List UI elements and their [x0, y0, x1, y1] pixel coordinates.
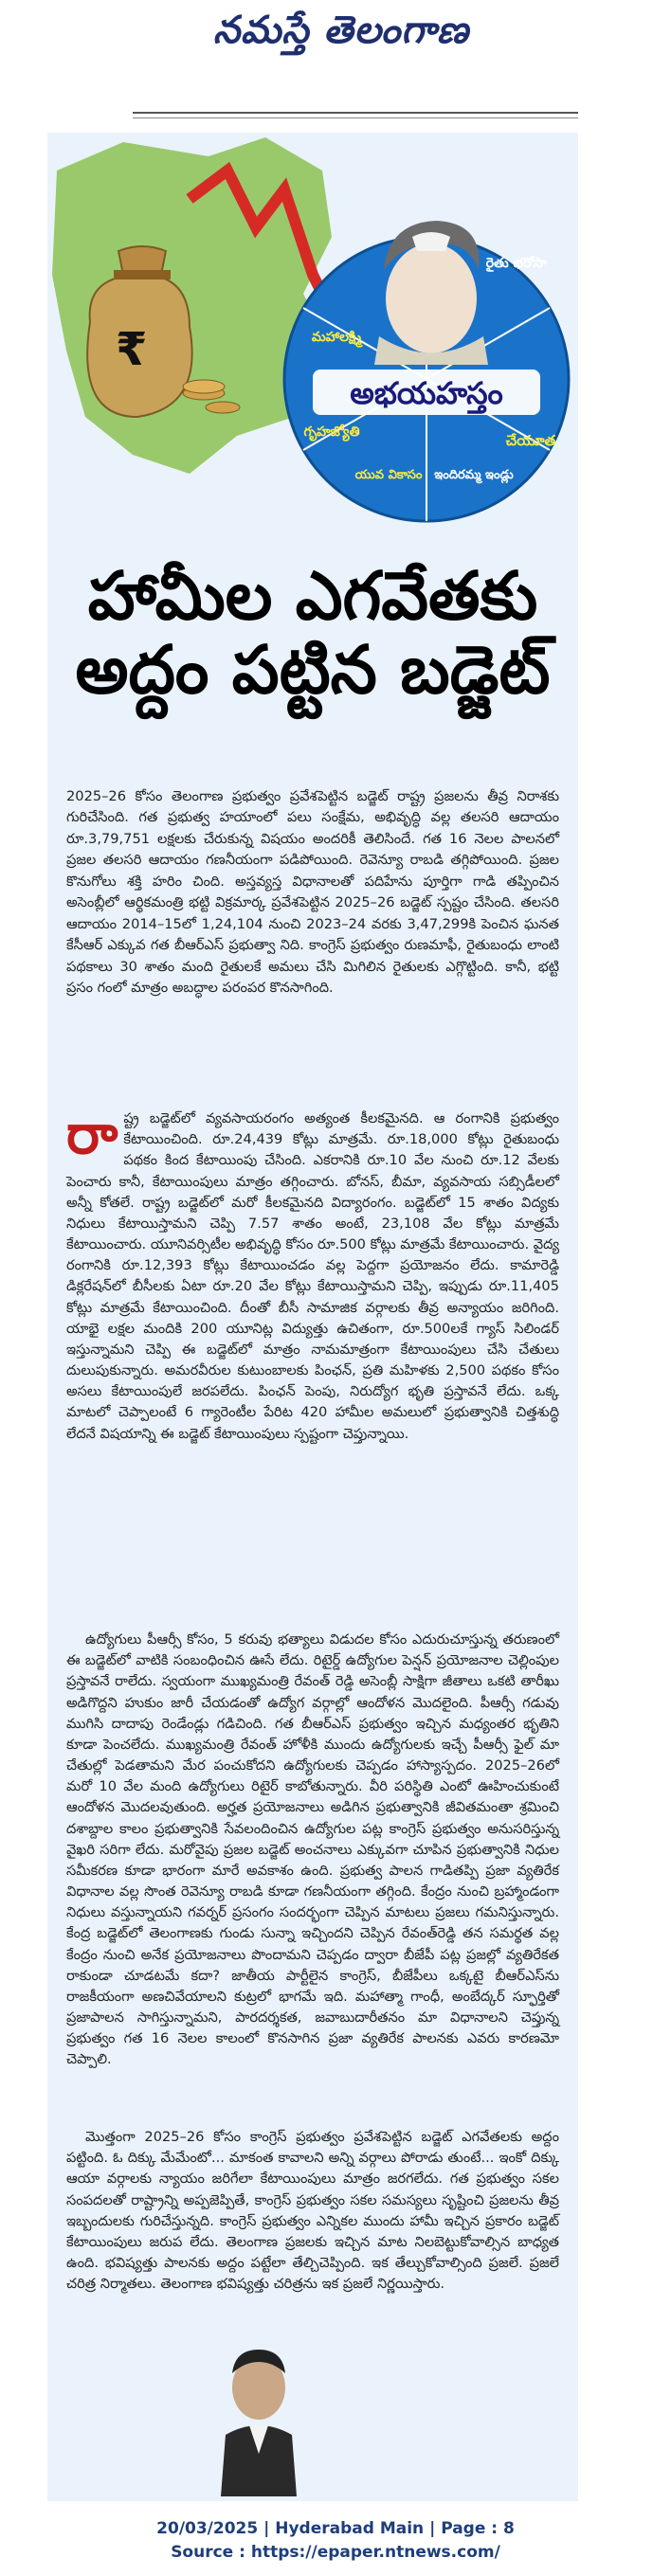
masthead-rule-thin: [133, 117, 578, 118]
abhayahastam-wheel: [284, 221, 569, 521]
segment-cheyutha: చేయూత: [505, 432, 556, 449]
footer-date-line: 20/03/2025 | Hyderabad Main | Page : 8: [156, 2519, 515, 2538]
segment-rythu-bharosa: రైతు భరోసా: [485, 256, 548, 271]
headline-line-2: అద్దం పట్టిన బడ్జెట్: [75, 631, 551, 710]
headline: [52, 559, 573, 708]
segment-gruhajyothi: గృహజ్యోతి: [303, 424, 360, 440]
newspaper-brand: నమస్తే తెలంగాణ: [212, 8, 470, 52]
headline-line-1: హామీల ఎగవేతకు: [87, 557, 538, 635]
wheel-center-label: అభయహస్తం: [350, 375, 503, 411]
body-paragraph-2: ఉద్యోగులు పీఆర్సీ కోసం, 5 కరువు భత్యాలు విడుదల కోసం ఎదురుచూస్తున్న తరుణంలో ఈ బడ్జెట్‌లో వాటికి సంబంధించిన ఊసే లేదు. రిటైర్డ్ ఉద్యోగుల పెన్షన్ ప్రయోజనాల చెల్లింపుల ప్రస్తావనే రాలేదు. స్వయంగా ముఖ్యమంత్రి రేవంత్ రెడ్డి అసెంబ్లీ సాక్షిగా జీతాలు ఒకటి తారీఖు అడిగొద్దని హుకుం జారీ చేయడంతో ఉద్యోగ వర్గాల్లో ఆందోళన మొదలైంది. పీఆర్సీ గడువు ముగిసి దాదాపు రెండేండ్లు గడిచింది. గత బీఆర్ఎస్ ప్రభుత్వం ఇచ్చిన మధ్యంతర భృతిని కూడా పెంచలేదు. ముఖ్యమంత్రి రేవంత్ హోళీకి ముందు ఉద్యోగులకు ఇచ్చే పీఆర్సీ ఫైల్ మా చేతుల్లో పెడతామని మేర పంచుకోదని ఉద్యోగులకు చెప్పడం హాస్యాస్పదం. 2025–26లో మరో 10 వేల మంది ఉద్యోగులు రిటైర్ కాబోతున్నారు. వీరి పరిస్థితి ఎంటో ఊహించుకుంటే ఆందోళన మొదలవుతుంది. అర్హత ప్రయోజనాలు అడిగిన ప్రభుత్వానికి జీవితమంతా శ్రమించి దశాబ్దాల కాలం ప్రభుత్వానికి సేవలందించిన ఉద్యోగుల పట్ల కాంగ్రెస్ ప్రభుత్వం అనుసరిస్తున్న వైఖరి సరిగా లేదు. మరోవైపు ప్రజల బడ్జెట్ అంచనాలు ఎక్కువగా చూపిన ప్రభుత్వానికి నిధుల సమీకరణ కూడా భారంగా మారే అవకాశం ఉంది. ప్రభుత్వ పాలన గాడితప్పి ప్రజా వ్యతిరేక విధానాల వల్ల సొంత రెవెన్యూ రాబడి కూడా గణనీయంగా తగ్గింది. కేంద్రం నుంచి బ్రహ్మాండంగా నిధులు వస్తున్నాయని గవర్నర్ ప్రసంగం సందర్భంగా చెప్పిన మాటలు ప్రజలు గమనిస్తున్నారు. కేంద్ర బడ్జెట్‌లో తెలంగాణకు గుండు సున్నా ఇచ్చిందని చెప్పిన రేవంత్‌రెడ్డి తన సమర్థత వల్ల కేంద్రం నుంచి అనేక ప్రయోజనాలు పొందామని చెప్పడం ద్వారా బీజేపీ పట్ల ప్రజల్లో వ్యతిరేకత రాకుండా చూడటమే కదా? జాతీయ పార్టీలైన కాంగ్రెస్, బీజేపీలు ఒక్కటై బీఆర్ఎస్‌ను రాజకీయంగా అణచివేయాలని కుట్రలో భాగమే ఇది. మహాత్మా గాంధీ, అంబేద్కర్ స్ఫూర్తితో ప్రజాపాలన సాగిస్తున్నామని, పారదర్శకత, జవాబుదారీతనం మా విధానాలని చెప్తున్న ప్రభుత్వం గత 16 నెలల కాలంలో కొనసాగిన ప్రజా వ్యతిరేక పాలనకు ఎవరు కారణమో చెప్పాలి.: [66, 1631, 559, 2068]
segment-mahalakshmi: మహాలక్ష్మి: [311, 330, 362, 345]
author-photo: [216, 2345, 301, 2496]
dropcap: రా: [66, 1102, 118, 1166]
masthead-rule: [133, 112, 578, 114]
body-paragraph-1: [66, 1102, 559, 1445]
hero-illustration: [47, 133, 578, 540]
lead-paragraph: 2025–26 కోసం తెలంగాణ ప్రభుత్వం ప్రవేశపెట్టిన బడ్జెట్ రాష్ట్ర ప్రజలను తీవ్ర నిరాశకు గురిచేసింది. గత ప్రభుత్వ హయాంలో పలు సంక్షేమ, అభివృద్ధి వల్ల తలసరి ఆదాయం రూ.3,79,751 లక్షలకు చేరుకున్న విషయం అందరికీ తెలిసిందే. గత 16 నెలల పాలనలో ప్రజల తలసరి ఆదాయం గణనీయంగా పడిపోయింది. రెవెన్యూ రాబడి తగ్గిపోయింది. ప్రజల కొనుగోలు శక్తి హరిం చింది. అస్తవ్యస్త విధానాలతో పదిహేను పూర్తిగా గాడి తప్పించిన అసెంబ్లీలో ఆర్థికమంత్రి భట్టి విక్రమార్క ప్రవేశపెట్టిన 2025–26 బడ్జెట్ స్పష్టం చేసింది. తలసరి ఆదాయం 2014–15లో 1,24,104 నుంచి 2023–24 వరకు 3,47,299కి పెంచిన ఘనత కేసీఆర్ ఎక్కువ గత బీఆర్ఎస్ ప్రభుత్వా నిది. కాంగ్రెస్ ప్రభుత్వం రుణమాఫీ, రైతుబంధు లాంటి పథకాలు 30 శాతం మంది రైతులకే అమలు చేసి మిగిలిన రైతులకు ఎగ్గొట్టింది. కానీ, భట్టి ప్రసం గంలో మాత్రం అబద్ధాల పరంపర కొనసాగింది.: [66, 788, 559, 997]
body-paragraph-3: మొత్తంగా 2025–26 కోసం కాంగ్రెస్ ప్రభుత్వం ప్రవేశపెట్టిన బడ్జెట్ ఎగవేతలకు అద్దం పట్టింది. ఓ దిక్కు మేమేంటో... మాకంత కావాలని అన్ని వర్గాలు పోరాడు తుంటే... ఇంకో దిక్కు ఆయా వర్గాలకు న్యాయం జరిగేలా కేటాయింపులు మాత్రం జరగలేదు. గత ప్రభుత్వం సకల సంపదలతో రాష్ట్రాన్ని అప్పజెప్పితే, కాంగ్రెస్ ప్రభుత్వం సకల సమస్యలు సృష్టించి ప్రజలను తీవ్ర ఇబ్బందులకు గురిచేస్తున్నది. కాంగ్రెస్ ప్రభుత్వం ఎన్నికల ముందు హామీ ఇచ్చిన ప్రకారం బడ్జెట్ కేటాయింపులు జరుప లేదు. తెలంగాణ ప్రజలకు ఇచ్చిన మాట నిలబెట్టుకోవాల్సిన బాధ్యత ఉంది. భవిష్యత్తు పాలనకు అద్దం పట్టేలా తేల్చిచెప్పింది. ఇక తేల్చుకోవాల్సింది ప్రజలే. ప్రజలే చరిత్ర నిర్మాతలు. తెలంగాణ భవిష్యత్తు చరిత్రను ఇక ప్రజలే నిర్ణయిస్తారు.: [66, 2129, 559, 2293]
rupee-symbol: ₹: [116, 323, 148, 376]
hero-graphic: [47, 133, 578, 540]
footer-source-line: Source : https://epaper.ntnews.com/: [171, 2543, 500, 2562]
segment-yuva-vikasam: యువ వికాసం: [354, 468, 423, 482]
segment-indiramma-indlu: ఇందిరమ్మ ఇండ్లు: [434, 468, 514, 482]
body-paragraph-1-text: ష్ట్ర బడ్జెట్‌లో వ్యవసాయరంగం అత్యంత కీలకమైనది. ఆ రంగానికి ప్రభుత్వం కేటాయించింది. రూ.24,439 కోట్లు మాత్రమే. రూ.18,000 కోట్లు రైతుబంధు పథకం కింద కేటాయింపు చేసింది. ఎకరానికి రూ.10 వేల నుంచి రూ.12 వేలకు పెంచారు కానీ, కేటాయింపులు మాత్రం తగ్గించారు. బోనస్, బీమా, వ్యవసాయ సబ్సిడీలలో అన్నీ కోతలే. రాష్ట్ర బడ్జెట్‌లో మరో కీలకమైనది విద్యారంగం. బడ్జెట్‌లో 15 శాతం విద్యకు నిధులు కేటాయిస్తామని చెప్పి 7.57 శాతం అంటే, 23,108 వేల కోట్లు మాత్రమే కేటాయించారు. యూనివర్సిటీల అభివృద్ధి కోసం రూ.500 కోట్లు మాత్రమే కేటాయించారు. వైద్య రంగానికి రూ.12,393 కోట్లు కేటాయించడం వల్ల పెద్దగా ప్రయోజనం లేదు. కామారెడ్డి డిక్లరేషన్‌లో బీసీలకు ఏటా రూ.20 వేల కోట్లు కేటాయిస్తామని చెప్పి, ఇప్పుడు రూ.11,405 కోట్లు మాత్రమే కేటాయించింది. దీంతో బీసీ సామాజిక వర్గాలకు తీవ్ర అన్యాయం జరిగింది. యాభై లక్షల మందికి 200 యూనిట్ల విద్యుత్తు ఉచితంగా, రూ.500లకే గ్యాస్ సిలిండర్ ఇస్తున్నామని చెప్పి ఈ బడ్జెట్‌లో మాత్రం నామమాత్రంగా కేటాయింపులు చేసి చేతులు దులుపుకున్నారు. అమరవీరుల కుటుంబాలకు పింఛన్, ప్రతి మహిళకు 2,500 పథకం కోసం అసలు కేటాయింపులే జరపలేదు. పింఛన్ పెంపు, నిరుద్యోగ భృతి ప్రస్తావనే లేదు. ఒక్క మాటలో చెప్పాలంటే 6 గ్యారెంటీల పేరిట 420 హామీల అమలులో ప్రభుత్వానికి చిత్తశుద్ధి లేదనే విషయాన్ని ఈ బడ్జెట్ కేటాయింపులు స్పష్టంగా చెప్తున్నాయి.: [66, 1110, 559, 1442]
masthead: [0, 0, 671, 123]
